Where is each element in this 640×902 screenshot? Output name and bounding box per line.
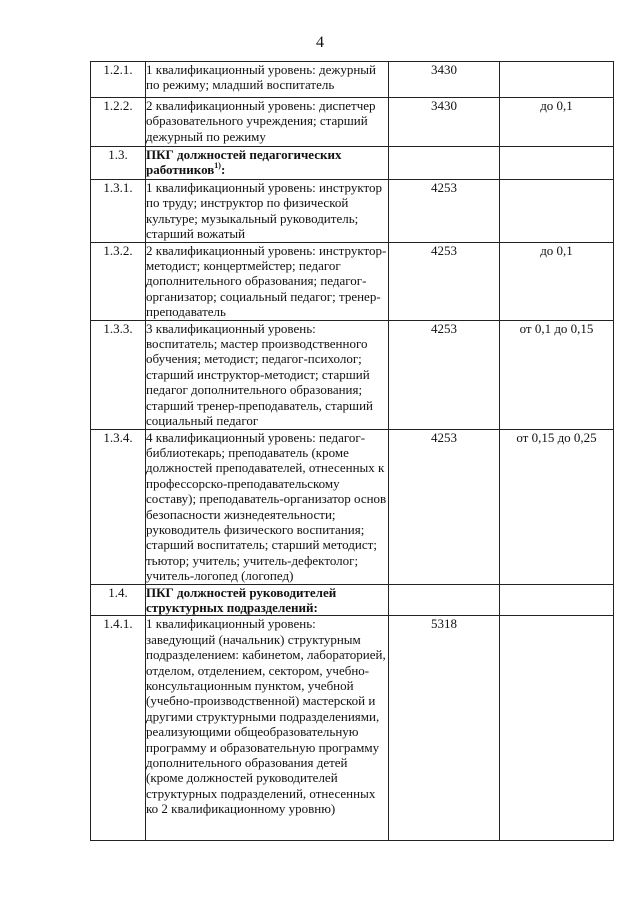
position-description: 3 квалификационный уровень: воспитатель; мастер производственного обучения; методист; педагог-психолог; старший инструктор-методист; старший педагог дополнительного образования; старший тренер-преподаватель, старший социальный педагог: [146, 320, 389, 429]
row-number: 1.3.1.: [91, 180, 146, 243]
group-heading: [146, 147, 389, 180]
coefficient: [500, 616, 614, 841]
salary-value: 3430: [389, 98, 500, 147]
coefficient: [500, 62, 614, 98]
page-number: 4: [316, 34, 324, 51]
row-number: 1.3.4.: [91, 429, 146, 584]
row-number: 1.3.2.: [91, 242, 146, 320]
table-row: [91, 320, 614, 429]
coefficient: [500, 180, 614, 243]
salary-value: [389, 584, 500, 616]
row-number: 1.2.2.: [91, 98, 146, 147]
salary-table: [90, 61, 614, 841]
salary-value: 3430: [389, 62, 500, 98]
table-row-group-header: [91, 584, 614, 616]
position-description: 1 квалификационный уровень: дежурный по режиму; младший воспитатель: [146, 62, 389, 98]
position-description: 4 квалификационный уровень: педагог-библиотекарь; преподаватель (кроме должностей преподавателей, отнесенных к профессорско-преподавательскому составу); преподаватель-организатор основ безопасности жизнедеятельности; руководитель физического воспитания; старший воспитатель; старший методист; тьютор; учитель; учитель-дефектолог; учитель-логопед (логопед): [146, 429, 389, 584]
salary-value: 4253: [389, 242, 500, 320]
position-description: 2 квалификационный уровень: инструктор-методист; концертмейстер; педагог дополнительного образования; педагог-организатор; социальный педагог; тренер-преподаватель: [146, 242, 389, 320]
position-description: 1 квалификационный уровень: инструктор по труду; инструктор по физической культуре; музыкальный руководитель; старший вожатый: [146, 180, 389, 243]
table-row-group-header: [91, 147, 614, 180]
salary-value: [389, 147, 500, 180]
salary-value: 4253: [389, 180, 500, 243]
table-row: [91, 98, 614, 147]
footnote-marker: 1): [214, 161, 221, 171]
coefficient: до 0,1: [500, 98, 614, 147]
position-description: 1 квалификационный уровень: заведующий (начальник) структурным подразделением: кабинетом, лабораторией, отделом, отделением, сектором, учебно-консультационным пунктом, учебной (учебно-производственной) мастерской и другими структурными подразделениями, реализующими общеобразовательную программу и образовательную программу дополнительного образования детей (кроме должностей руководителей структурных подразделений, отнесенных ко 2 квалификационному уровню): [146, 616, 389, 841]
table-row: [91, 62, 614, 98]
row-number: 1.4.1.: [91, 616, 146, 841]
coefficient: от 0,1 до 0,15: [500, 320, 614, 429]
coefficient: до 0,1: [500, 242, 614, 320]
group-heading-text: ПКГ должностей педагогических работников: [146, 147, 342, 178]
coefficient: [500, 584, 614, 616]
table-row: [91, 429, 614, 584]
table-row: [91, 180, 614, 243]
coefficient: [500, 147, 614, 180]
group-heading-suffix: :: [220, 162, 226, 178]
table-row: [91, 242, 614, 320]
row-number: 1.3.3.: [91, 320, 146, 429]
row-number: 1.4.: [91, 584, 146, 616]
table-row: [91, 616, 614, 841]
row-number: 1.3.: [91, 147, 146, 180]
coefficient: от 0,15 до 0,25: [500, 429, 614, 584]
salary-value: 4253: [389, 320, 500, 429]
row-number: 1.2.1.: [91, 62, 146, 98]
position-description: 2 квалификационный уровень: диспетчер образовательного учреждения; старший дежурный по режиму: [146, 98, 389, 147]
salary-value: 4253: [389, 429, 500, 584]
group-heading: ПКГ должностей руководителей структурных подразделений:: [146, 584, 389, 616]
salary-value: 5318: [389, 616, 500, 841]
